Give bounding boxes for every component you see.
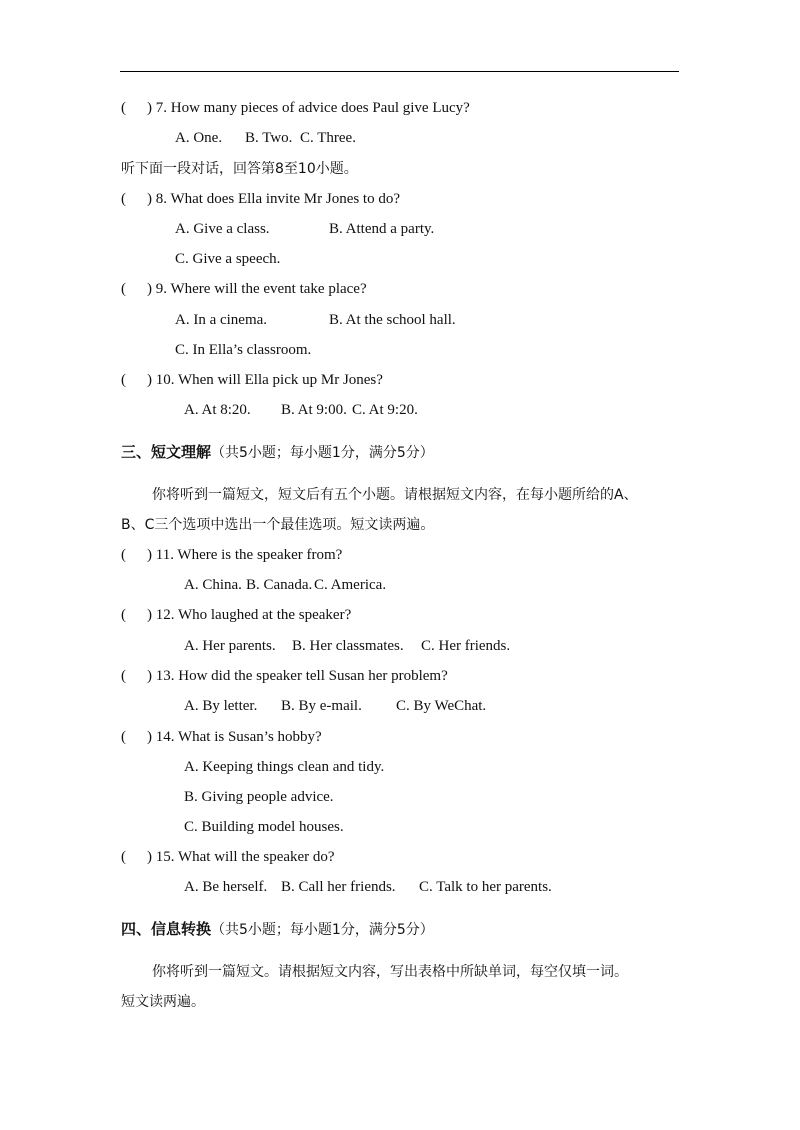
option-b: B. Two. [245,130,293,146]
answer-paren: ( [121,191,126,207]
question-9 [121,279,367,299]
question-8-option-c [175,249,280,269]
question-text: ) 10. When will Ella pick up Mr Jones? [147,372,383,388]
section-note: （共5小题；每小题1分，满分5分） [211,922,434,938]
option-a: A. One. [175,130,223,146]
question-12-options [184,636,510,656]
question-9-option-c [175,340,311,360]
question-10 [121,370,383,390]
question-8 [121,189,400,209]
option-a: A. Be herself. [184,879,268,895]
question-8-options-ab [175,219,434,239]
option-a: A. At 8:20. [184,402,251,418]
question-text: ) 13. How did the speaker tell Susan her problem? [147,668,448,684]
option-b: B. Her classmates. [292,638,404,654]
section-note: （共5小题；每小题1分，满分5分） [211,445,434,461]
question-9-options-ab [175,310,456,330]
option-c: C. Building model houses. [184,819,344,835]
section-4-intro-line-1: 你将听到一篇短文。请根据短文内容，写出表格中所缺单词，每空仅填一词。 [152,964,628,980]
option-a: A. In a cinema. [175,312,268,328]
option-a: A. By letter. [184,698,258,714]
option-a: A. Keeping things clean and tidy. [184,759,385,775]
option-c: C. Give a speech. [175,251,281,267]
section-title: 三、短文理解 [121,443,212,461]
option-b: B. Call her friends. [281,879,396,895]
option-a: A. China. [184,577,242,593]
question-text: ) 8. What does Ella invite Mr Jones to do? [147,191,401,207]
question-10-options [184,400,418,420]
option-c: C. At 9:20. [352,402,418,418]
question-text: ) 9. Where will the event take place? [147,281,367,297]
option-b: B. Attend a party. [329,221,435,237]
question-15 [121,847,335,867]
answer-paren: ( [121,100,126,116]
question-text: ) 14. What is Susan’s hobby? [147,729,322,745]
option-a: A. Give a class. [175,221,270,237]
answer-paren: ( [121,849,126,865]
question-12 [121,605,351,625]
option-b: B. At the school hall. [329,312,456,328]
answer-paren: ( [121,372,126,388]
question-11 [121,545,342,565]
intro-8-10: 听下面一段对话，回答第8至10小题。 [121,161,358,177]
section-3-heading [121,442,434,463]
question-7-options [175,128,356,148]
question-11-options [184,575,386,595]
answer-paren: ( [121,547,126,563]
answer-paren: ( [121,607,126,623]
question-14-option-b [184,787,334,807]
option-c: C. Her friends. [421,638,511,654]
section-3-intro-line-2: B、C三个选项中选出一个最佳选项。短文读两遍。 [121,517,435,533]
question-7 [121,98,470,118]
question-13-options [184,696,486,716]
option-b: B. Giving people advice. [184,789,334,805]
section-title: 四、信息转换 [121,920,212,938]
question-text: ) 7. How many pieces of advice does Paul give Lucy? [147,100,470,116]
option-c: C. By WeChat. [396,698,487,714]
section-3-intro-line-1: 你将听到一篇短文，短文后有五个小题。请根据短文内容，在每小题所给的A、 [152,487,638,503]
question-text: ) 12. Who laughed at the speaker? [147,607,352,623]
answer-paren: ( [121,729,126,745]
option-b: B. Canada. [246,577,313,593]
option-c: C. In Ella’s classroom. [175,342,312,358]
option-c: C. America. [314,577,387,593]
question-14-option-a [184,757,384,777]
question-13 [121,666,448,686]
question-14 [121,727,322,747]
question-15-options [184,877,552,897]
option-b: B. At 9:00. [281,402,347,418]
question-text: ) 15. What will the speaker do? [147,849,335,865]
answer-paren: ( [121,668,126,684]
section-4-intro-line-2: 短文读两遍。 [121,994,205,1010]
section-4-heading [121,919,434,940]
option-b: B. By e-mail. [281,698,362,714]
option-a: A. Her parents. [184,638,276,654]
option-c: C. Talk to her parents. [419,879,552,895]
question-14-option-c [184,817,344,837]
question-text: ) 11. Where is the speaker from? [147,547,343,563]
header-rule [120,71,679,72]
option-c: C. Three. [300,130,356,146]
answer-paren: ( [121,281,126,297]
